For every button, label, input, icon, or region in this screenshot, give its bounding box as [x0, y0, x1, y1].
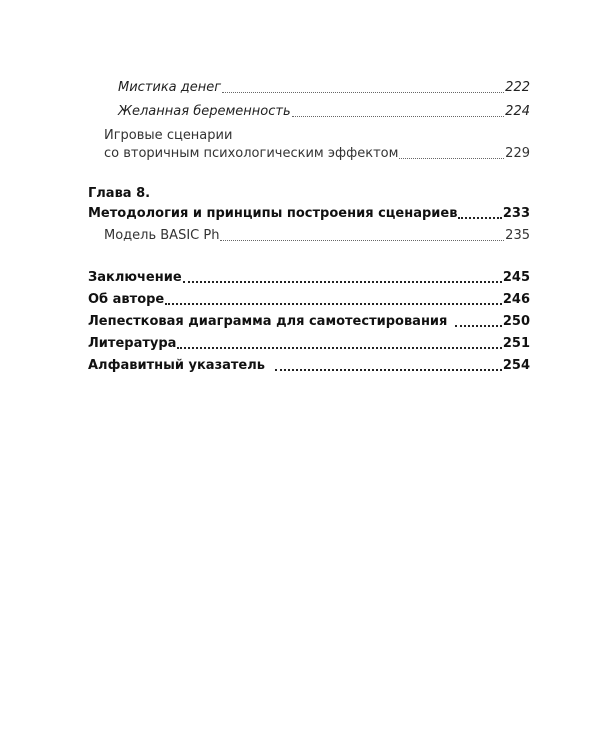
toc-entry-title: Методология и принципы построения сценариев [88, 206, 458, 221]
toc-entry-igrovye-stsenarii[interactable] [104, 146, 530, 162]
toc-entry-ob-avtore[interactable] [88, 292, 530, 308]
toc-entry-zaklyuchenie[interactable] [88, 270, 530, 286]
toc-entry-zhelannaya-beremennost[interactable] [118, 104, 530, 120]
dot-leader [458, 216, 501, 219]
toc-page-number: 233 [502, 206, 530, 221]
toc-entry-title: Мистика денег [118, 80, 222, 95]
toc-entry-title: Об авторе [88, 292, 165, 307]
toc-page-number: 246 [502, 292, 530, 307]
toc-page-number: 245 [502, 270, 530, 285]
dot-leader [399, 157, 504, 159]
toc-entry-mistika-deneg[interactable] [118, 80, 530, 96]
toc-entry-basic-ph[interactable] [104, 228, 530, 244]
toc-entry-alfavitny-ukazatel[interactable] [88, 358, 530, 374]
toc-page-number: 254 [502, 358, 530, 373]
toc-page-number: 222 [505, 80, 530, 95]
toc-entry-igrovye-line1: Игровые сценарии [104, 128, 233, 143]
toc-entry-title: Литература [88, 336, 177, 351]
dot-leader [220, 239, 504, 241]
dot-leader [177, 346, 501, 349]
toc-entry-literatura[interactable] [88, 336, 530, 352]
dot-leader [292, 115, 505, 117]
toc-entry-title: Алфавитный указатель [88, 358, 265, 373]
toc-entry-title: Модель BASIC Ph [104, 228, 220, 243]
chapter-heading: Глава 8. [88, 186, 151, 201]
toc-entry-metodologiya[interactable] [88, 206, 530, 222]
dot-leader [455, 324, 501, 327]
toc-page-number: 251 [502, 336, 530, 351]
dot-leader [222, 91, 504, 93]
toc-entry-title: Лепестковая диаграмма для самотестирования [88, 314, 448, 329]
dot-leader [183, 280, 502, 283]
toc-page-number: 229 [505, 146, 530, 161]
dot-leader [165, 302, 502, 305]
dot-leader [275, 368, 502, 371]
toc-entry-title: Желанная беременность [118, 104, 291, 119]
toc-entry-title: Заключение [88, 270, 182, 285]
toc-entry-lepestkovaya-diagramma[interactable] [88, 314, 530, 330]
toc-page-number: 224 [505, 104, 530, 119]
toc-page-number: 250 [502, 314, 530, 329]
toc-entry-title: со вторичным психологическим эффектом [104, 146, 399, 161]
toc-page-number: 235 [505, 228, 530, 243]
